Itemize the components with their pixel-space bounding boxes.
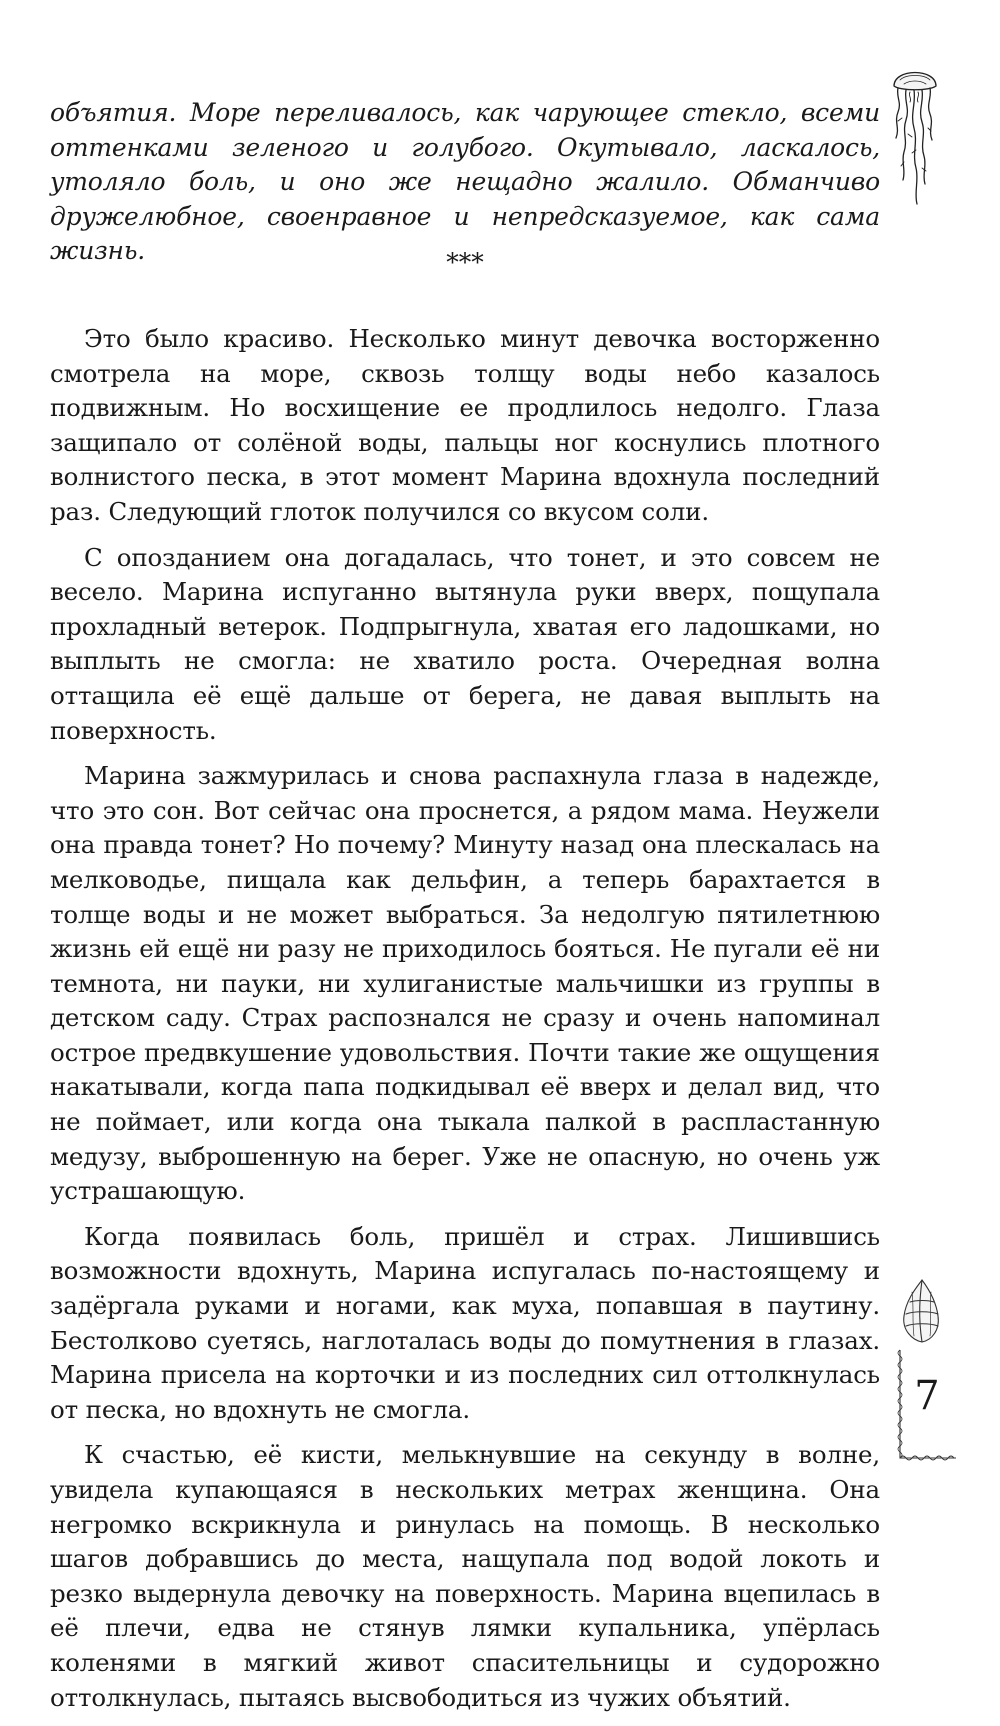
paragraph-4: Когда появилась боль, пришёл и страх. Лишившись возможности вдохнуть, Марина испугалась по-настоящему и задёргала руками и ногами, как муха, попавшая в паутину. Бестолково суетясь, наглоталась воды до помутнения в глазах. Марина присела на корточки и из последних сил оттолкнулась от песка, но вдохнуть не смогла.	[50, 1221, 880, 1424]
paragraph-2: С опозданием она догадалась, что тонет, и это совсем не весело. Марина испуганно вытянула руки вверх, пощупала прохладный ветерок. Подпрыгнула, хватая его ладошками, но выплыть не смогла: не хватило роста. Очередная волна оттащила её ещё дальше от берега, не давая выплыть на поверхность.	[50, 542, 880, 745]
paragraph-3: Марина зажмурилась и снова распахнула глаза в надежде, что это сон. Вот сейчас она проснется, а рядом мама. Неужели она правда тонет? Но почему? Минуту назад она плескалась на мелководье, пищала как дельфин, а теперь барахтается в толще воды и не может выбраться. За недолгую пятилетнюю жизнь ей ещё ни разу не приходилось бояться. Не пугали её ни темнота, ни пауки, ни хулиганистые мальчишки из группы в детском саду. Страх распознался не сразу и очень напоминал острое предвкушение удовольствия. Почти такие же ощущения накатывали, когда папа подкидывал её вверх и делал вид, что не поймает, или когда она тыкала палкой в распластанную медузу, выброшенную на берег. Уже не опасную, но очень уж устрашающую.	[50, 761, 880, 1206]
body-text	[50, 322, 880, 1726]
seashell-icon	[898, 1276, 944, 1346]
text-column	[50, 96, 880, 1712]
jellyfish-icon	[886, 58, 944, 218]
paragraph-1: Это было красиво. Несколько минут девочка восторженно смотрела на море, сквозь толщу воды небо казалось подвижным. Но восхищение ее продлилось недолго. Глаза защипало от солёной воды, пальцы ног коснулись плотного волнистого песка, в этот момент Марина вдохнула последний раз. Следующий глоток получился со вкусом соли.	[50, 324, 880, 526]
intro-paragraph: объятия. Море переливалось, как чарующее стекло, всеми оттенками зеленого и голубого. Окутывало, ласкалось, утоляло боль, и оно же нещадно жалило. Обманчиво дружелюбное, своенравное и непредсказуемое, как сама жизнь.	[50, 98, 880, 265]
page-number: 7	[914, 1373, 940, 1419]
paragraph-5: К счастью, её кисти, мелькнувшие на секунду в волне, увидела купающаяся в нескольких метрах женщина. Она негромко вскрикнула и ринулась на помощь. В несколько шагов добравшись до места, нащупала под водой локоть и резко выдернула девочку на поверхность. Марина вцепилась в её плечи, едва не стянув лямки купальника, упёрлась коленями в мягкий живот спасительницы и судорожно оттолкнулась, пытаясь высвободиться из чужих объятий.	[50, 1440, 880, 1712]
section-separator: ***	[446, 248, 484, 277]
